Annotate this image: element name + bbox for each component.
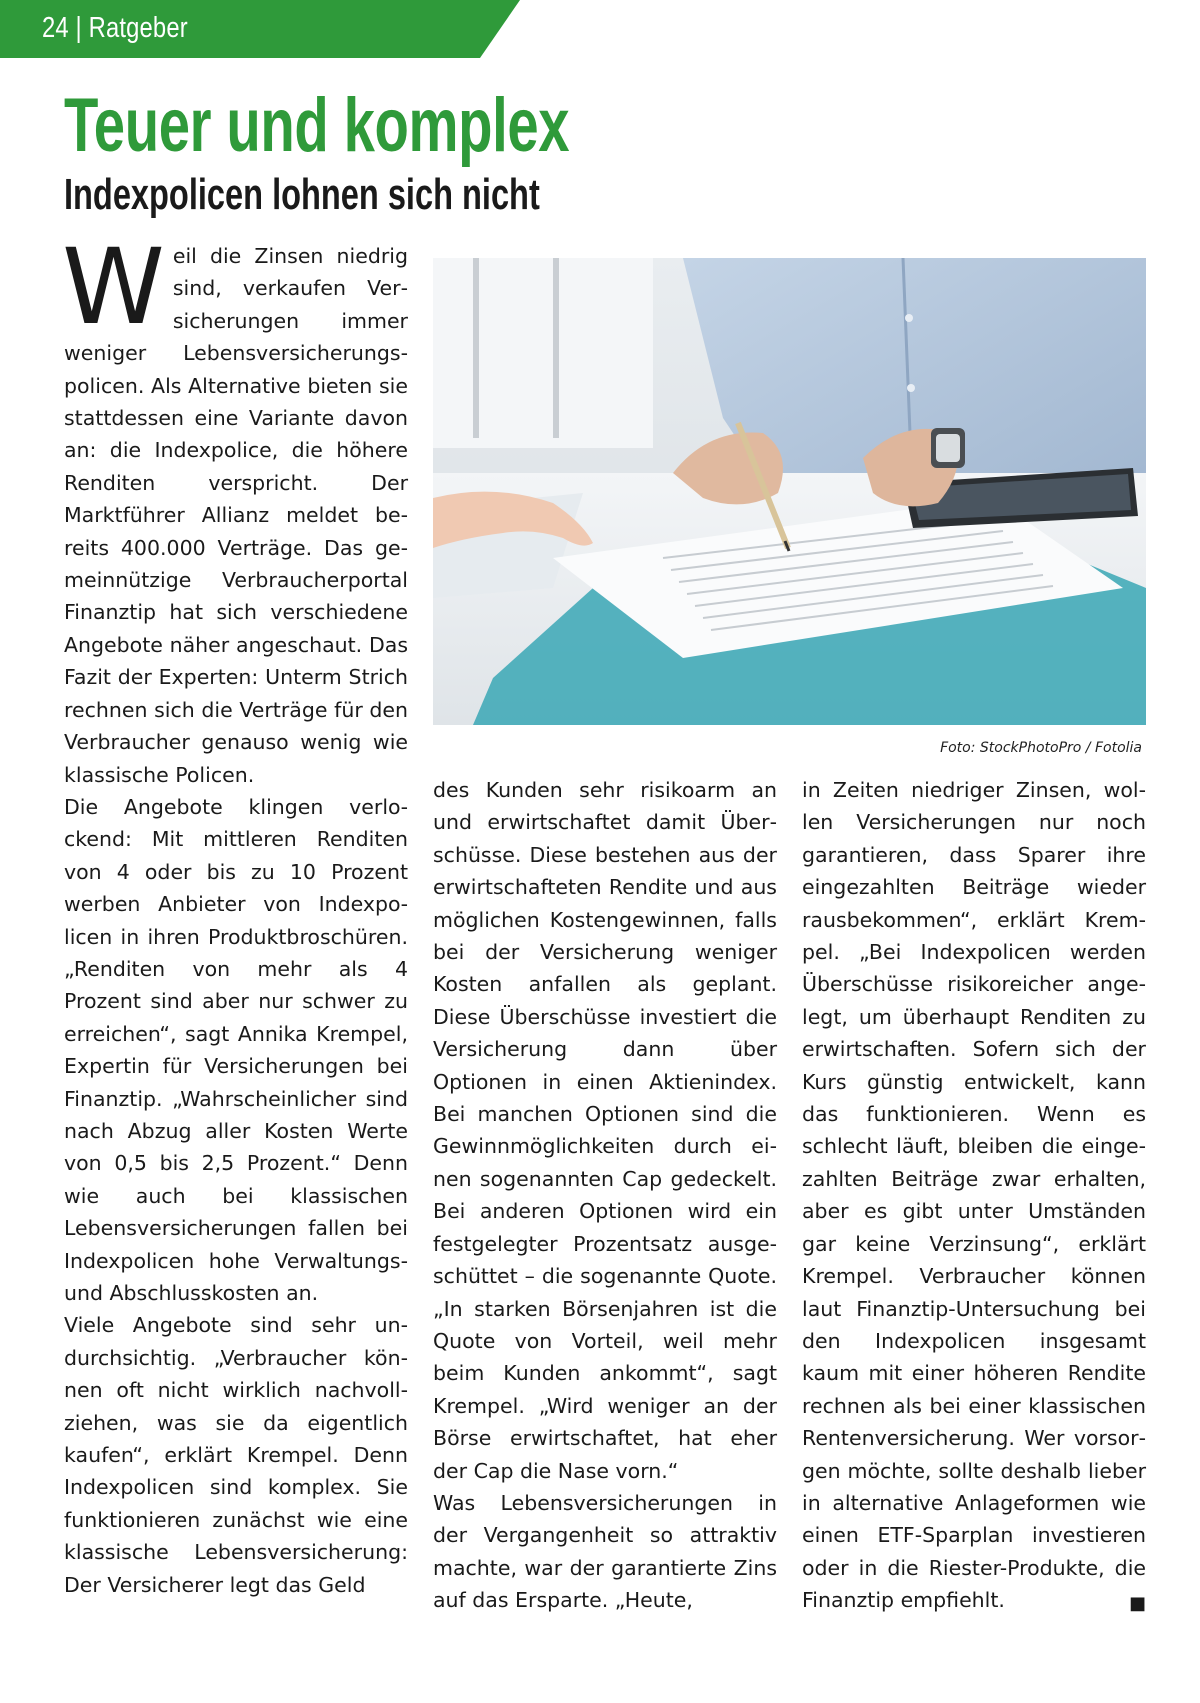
photo-credit: Foto: StockPhotoPro / Fotolia: [940, 740, 1142, 756]
paragraph-text: in Zeiten niedriger Zinsen, wollen Versicherungen nur noch garantieren, dass Sparer ihre eingezahlten Beiträge wieder rausbekommen“, erklärt Krempel. „Bei Indexpolicen werden Überschüsse risikoreicher angelegt, um überhaupt Renditen zu erwirtschaften. Sofern sich der Kurs günstig entwickelt, kann das funktionieren. Wenn es schlecht läuft, bleiben die eingezahlten Beiträge zwar erhalten, aber es gibt unter Umständen gar keine Verzinsung“, erklärt Krempel. Verbraucher können laut Finanztip-Untersuchung bei den Indexpolicen insgesamt kaum mit einer höheren Rendite rechnen als bei einer klassischen Rentenversicherung. Wer vorsorgen möchte, sollte deshalb lieber in alternative Anlageformen wie einen ETF-Sparplan investieren oder in die Riester-Produkte, die Finanztip empfiehlt.: [802, 778, 1146, 1613]
intro-paragraph: [62, 226, 408, 791]
paragraph: des Kunden sehr risikoarm an und erwirtschaftet damit Überschüsse. Diese bestehen aus der erwirtschafteten Rendite und aus möglichen Kostengewinnen, falls bei der Versicherung weniger Kosten anfallen als geplant. Diese Überschüsse investiert die Versicherung dann über Optionen in einen Aktienindex. Bei manchen Optionen sind die Gewinnmöglichkeiten durch einen sogenannten Cap gedeckelt. Bei anderen Optionen wird ein festgelegter Prozentsatz ausgeschüttet – die sogenannte Quote. „In starken Börsenjahren ist die Quote von Vorteil, weil mehr beim Kunden ankommt“, sagt Krempel. „Wird weniger an der Börse erwirtschaftet, hat eher der Cap die Nase vorn.“: [433, 778, 777, 1483]
contract-signing-photo: [433, 258, 1146, 725]
article-photo: [433, 258, 1146, 725]
article-title: Teuer und komplex: [64, 83, 570, 168]
intro-text: eil die Zinsen niedrig sind, verkaufen Versicherungen immer weniger Lebensversicherungspolicen. Als Alternative bieten sie stattdessen eine Variante davon an: die Indexpolice, die höhere Renditen verspricht. Der Marktführer Allianz meldet bereits 400.000 Verträge. Das gemeinnützige Verbraucherportal Finanztip hat sich verschiedene Angebote näher angeschaut. Das Fazit der Experten: Unterm Strich rechnen sich die Verträge für den Verbraucher genauso wenig wie klassische Policen.: [64, 244, 408, 787]
paragraph: [802, 774, 1146, 1617]
article-column-3: [802, 774, 1146, 1621]
paragraph: Die Angebote klingen verlockend: Mit mittleren Renditen von 4 oder bis zu 10 Prozent werben Anbieter von Indexpolicen in ihren Produktbroschüren. „Renditen von mehr als 4 Prozent sind aber nur schwer zu erreichen“, sagt Annika Krempel, Expertin für Versicherungen bei Finanztip. „Wahrscheinlicher sind nach Abzug aller Kosten Werte von 0,5 bis 2,5 Prozent.“ Denn wie auch bei klassischen Lebensversicherungen fallen bei Indexpolicen hohe Verwaltungs- und Abschlusskosten an.: [64, 794, 408, 1305]
drop-cap: W: [62, 226, 165, 348]
article-column-1: [62, 226, 408, 1601]
article-column-2: [433, 774, 777, 1617]
article-subtitle: Indexpolicen lohnen sich nicht: [64, 170, 540, 219]
end-of-article-mark: ■: [1128, 1593, 1146, 1615]
section-header-label: 24 | Ratgeber: [42, 12, 188, 44]
paragraph: Was Lebensversicherungen in der Vergangenheit so attraktiv machte, war der garantierte Zins auf das Ersparte. „Heute,: [433, 1490, 777, 1613]
paragraph: Viele Angebote sind sehr undurchsichtig. „Verbraucher können oft nicht wirklich nachvollziehen, was sie da eigentlich kaufen“, erklärt Krempel. Denn Indexpolicen sind komplex. Sie funktionieren zunächst wie eine klassische Lebensversicherung: Der Versicherer legt das Geld: [64, 1313, 408, 1597]
